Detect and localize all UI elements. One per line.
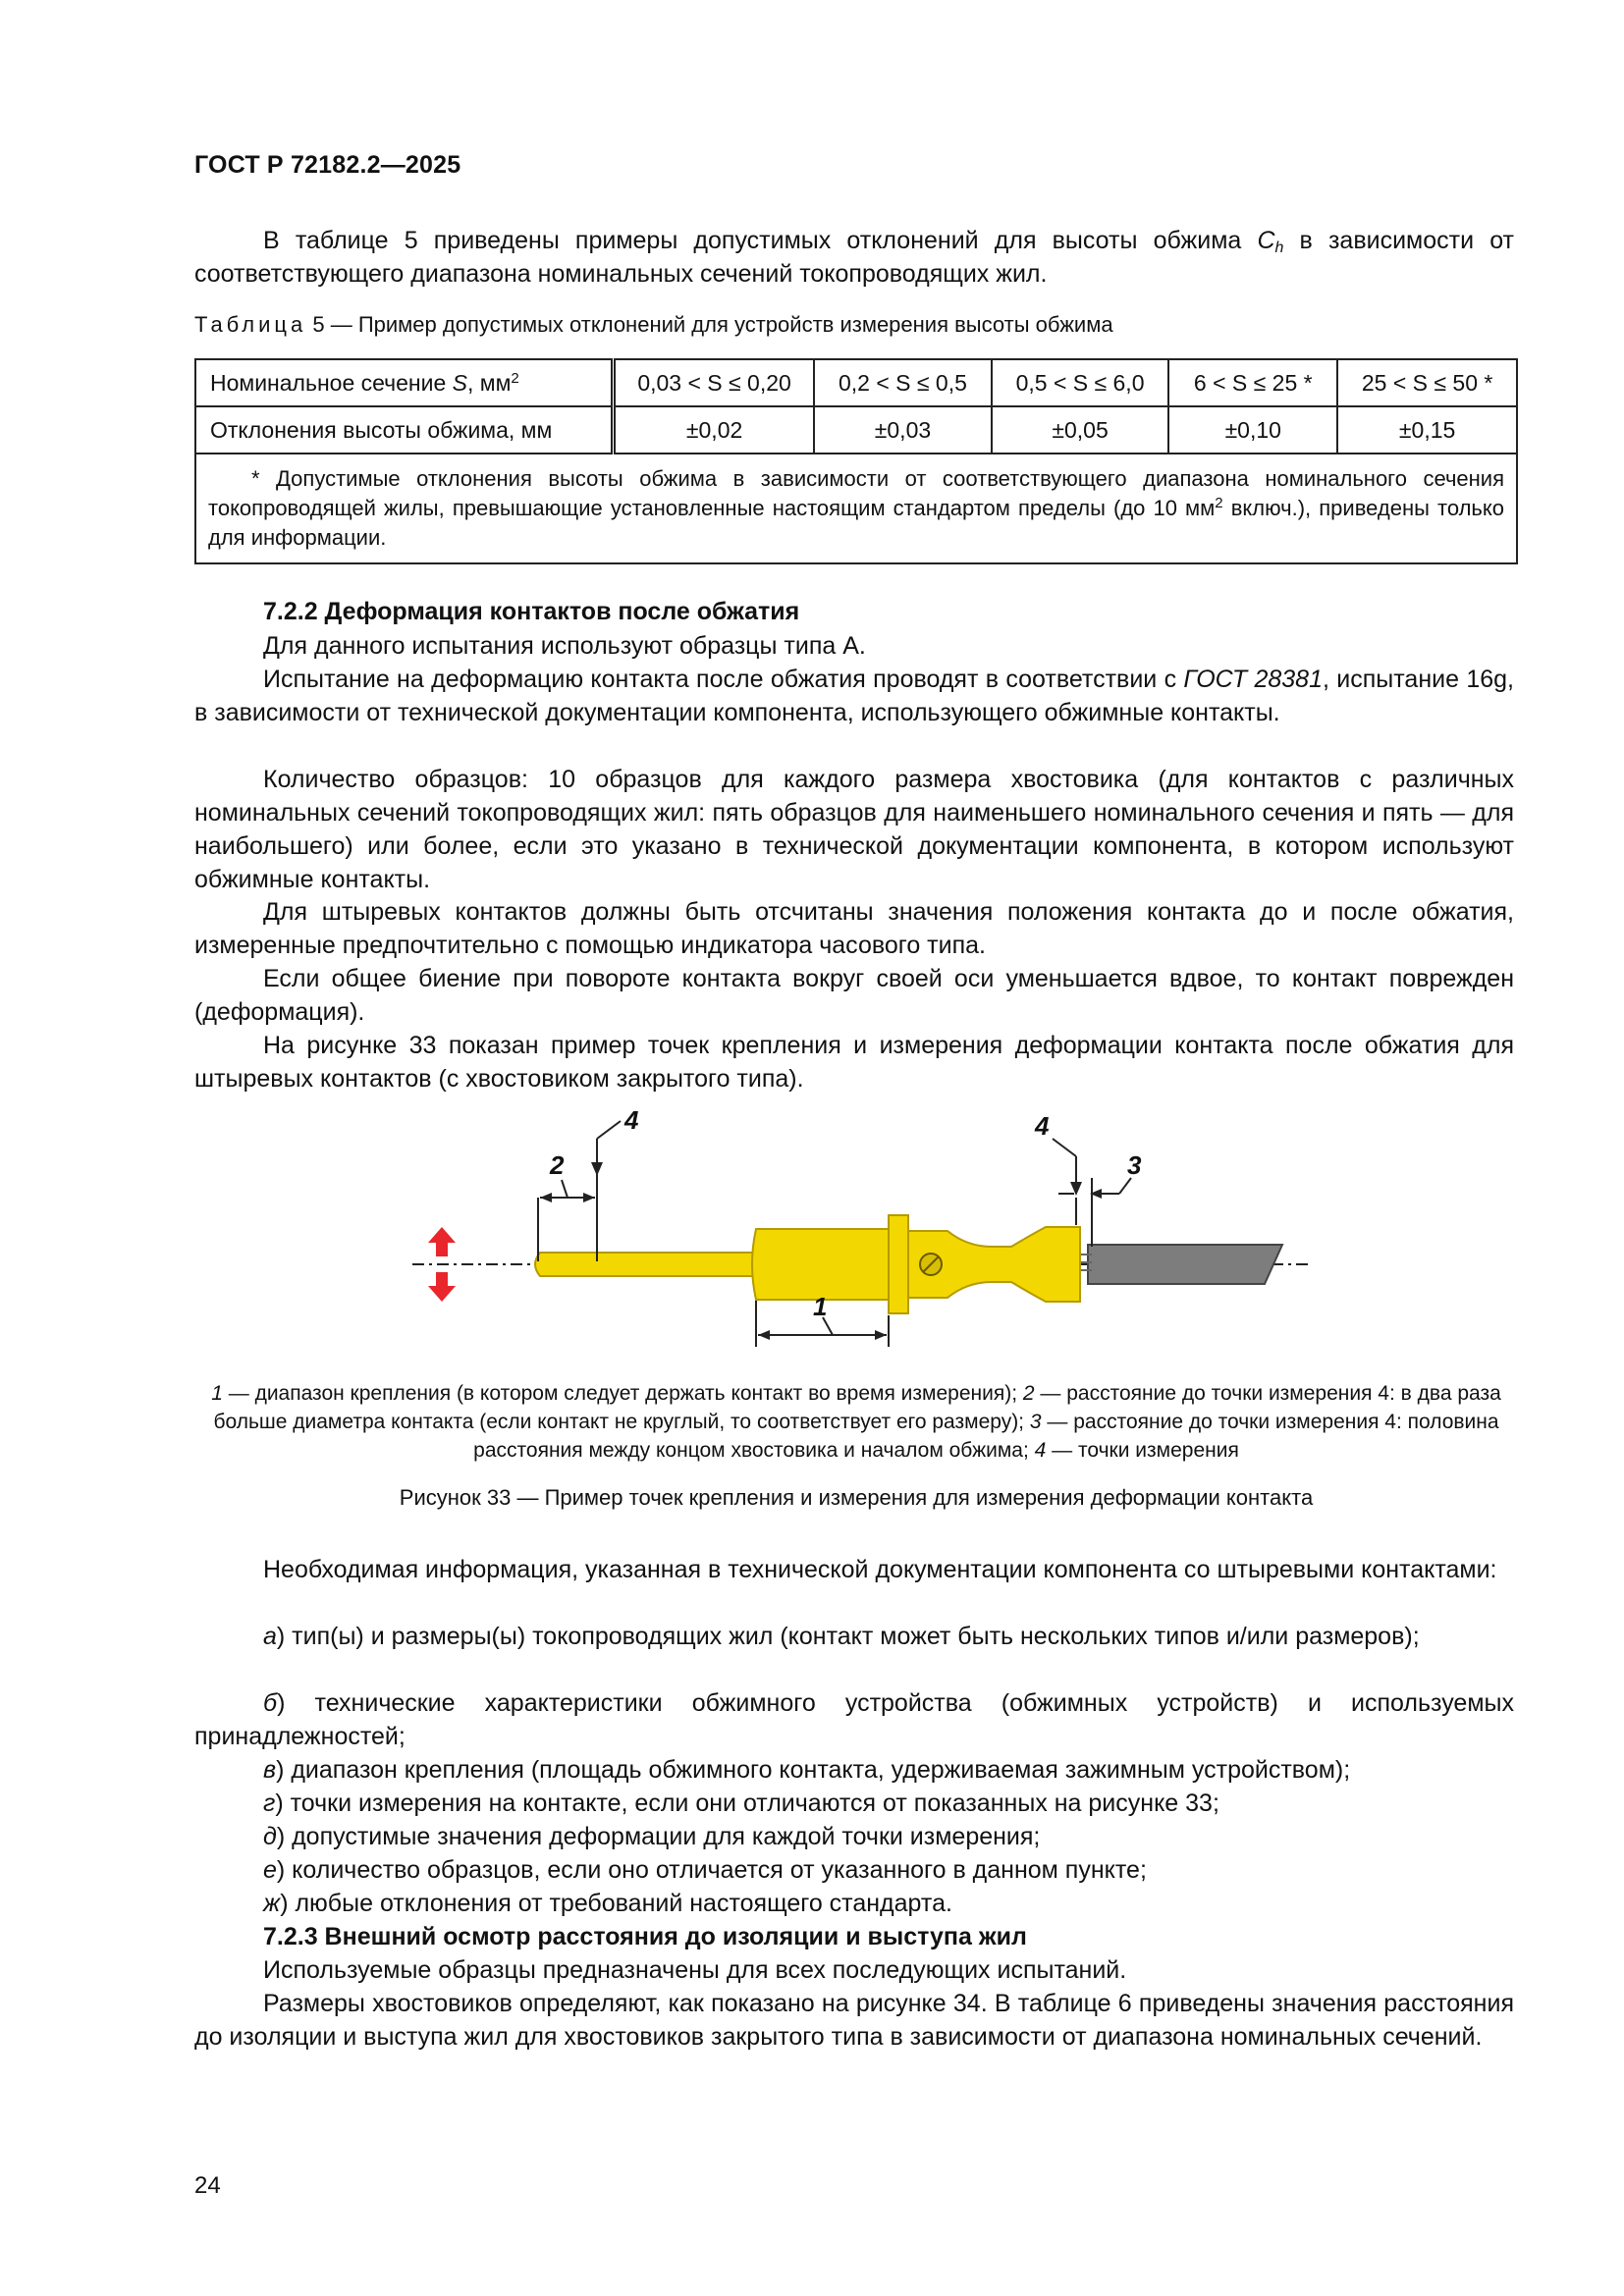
table-row [195,359,1517,406]
list-item: а) тип(ы) и размеры(ы) токопроводящих жил (контакт может быть нескольких типов и/или размеров); [263,1623,1420,1650]
table-row [195,454,1517,563]
label-4-left: 4 [624,1105,639,1135]
table-cell: ±0,10 [1168,406,1337,454]
paragraph: Для штыревых контактов должны быть отсчитаны значения положения контакта до и после обжатия, измеренные предпочтительно с помощью индикатора часового типа. [194,898,1514,959]
list-item: в) диапазон крепления (площадь обжимного контакта, удерживаемая зажимным устройством); [263,1756,1351,1784]
section-title-7-2-3: 7.2.3 Внешний осмотр расстояния до изоляции и выступа жил [263,1923,1027,1950]
list-item: г) точки измерения на контакте, если они отличаются от показанных на рисунке 33; [263,1789,1219,1817]
paragraph: Количество образцов: 10 образцов для каждого размера хвостовика (для контактов с различных номинальных сечений токопроводящих жил: пять образцов для наименьшего номинального сечения и пять — для наибольшего) или более, если это указано в технической документации компонента, в котором используют обжимные контакты. [194,766,1514,893]
table-cell: ±0,15 [1337,406,1517,454]
figure-33-drawing [393,1099,1335,1374]
list-item: е) количество образцов, если оно отличается от указанного в данном пункте; [263,1856,1147,1884]
label-2: 2 [550,1150,565,1180]
measurement-point-4-left [591,1121,621,1176]
label-3: 3 [1127,1150,1142,1180]
document-header: ГОСТ Р 72182.2—2025 [194,151,461,179]
figure-legend: 1 — диапазон крепления (в котором следует держать контакт во время измерения); 2 — расстояние до точки измерения 4: в два раза больше диаметра контакта (если контакт не круглый, то соответствует его размеру); 3 — расстояние до точки измерения 4: половина расстояния между концом хвостовика и началом обжима; 4 — точки измерения [211,1382,1501,1462]
paragraph: Для данного испытания используют образцы типа А. [263,632,866,660]
cable-icon [1080,1245,1282,1284]
table-cell: ±0,03 [814,406,992,454]
table-5 [194,358,1518,564]
dimension-2 [538,1170,597,1261]
paragraph: Необходимая информация, указанная в технической документации компонента со штыревыми контактами: [263,1556,1497,1583]
table-cell: 6 < S ≤ 25 * [1168,359,1337,406]
table-cell: 0,03 < S ≤ 0,20 [614,359,815,406]
measurement-point-4-right [1053,1139,1082,1225]
intro-paragraph: В таблице 5 приведены примеры допустимых отклонений для высоты обжима $C_h$ в зависимости от соответствующего диапазона номинальных сечений токопроводящих жил. [194,227,1514,288]
table-caption: Таблица 5 — Пример допустимых отклонений для устройств измерения высоты обжима [194,312,1113,337]
label-1: 1 [813,1292,828,1321]
paragraph: Используемые образцы предназначены для всех последующих испытаний. [263,1956,1127,1984]
pin-contact-icon [535,1215,1080,1313]
paragraph: Размеры хвостовиков определяют, как показано на рисунке 34. В таблице 6 приведены значения расстояния до изоляции и выступа жил для хвостовиков закрытого типа в зависимости от диапазона номинальных сечений. [194,1990,1514,2051]
table-cell-header: Отклонения высоты обжима, мм [195,406,614,454]
table-note: * Допустимые отклонения высоты обжима в зависимости от соответствующего диапазона номинального сечения токопроводящей жилы, превышающие установленные настоящим стандартом пределы (до 10 $мм^2$ включ.), приведены только для информации. [195,454,1517,563]
table-cell: ±0,02 [614,406,815,454]
paragraph: Если общее биение при повороте контакта вокруг своей оси уменьшается вдвое, то контакт поврежден (деформация). [194,965,1514,1026]
paragraph: На рисунке 33 показан пример точек крепления и измерения деформации контакта после обжатия для штыревых контактов (с хвостовиком закрытого типа). [194,1032,1514,1093]
section-title-7-2-2: 7.2.2 Деформация контактов после обжатия [263,598,800,625]
figure-caption: Рисунок 33 — Пример точек крепления и измерения для измерения деформации контакта [399,1485,1314,1510]
list-item: ж) любые отклонения от требований настоящего стандарта. [263,1890,952,1917]
list-item: д) допустимые значения деформации для каждой точки измерения; [263,1823,1041,1850]
list-item: б) технические характеристики обжимного устройства (обжимных устройств) и используемых принадлежностей; [194,1689,1514,1750]
table-row [195,406,1517,454]
table-cell: ±0,05 [992,406,1169,454]
table-cell: 0,2 < S ≤ 0,5 [814,359,992,406]
label-4-right: 4 [1035,1111,1050,1141]
page-number: 24 [194,2172,221,2199]
table-cell: 25 < S ≤ 50 * [1337,359,1517,406]
paragraph: Испытание на деформацию контакта после обжатия проводят в соответствии с ГОСТ 28381, испытание 16g, в зависимости от технической документации компонента, использующего обжимные контакты. [194,666,1514,726]
table-cell: 0,5 < S ≤ 6,0 [992,359,1169,406]
table-cell-header: Номинальное сечение S, $мм^2$ [195,359,614,406]
